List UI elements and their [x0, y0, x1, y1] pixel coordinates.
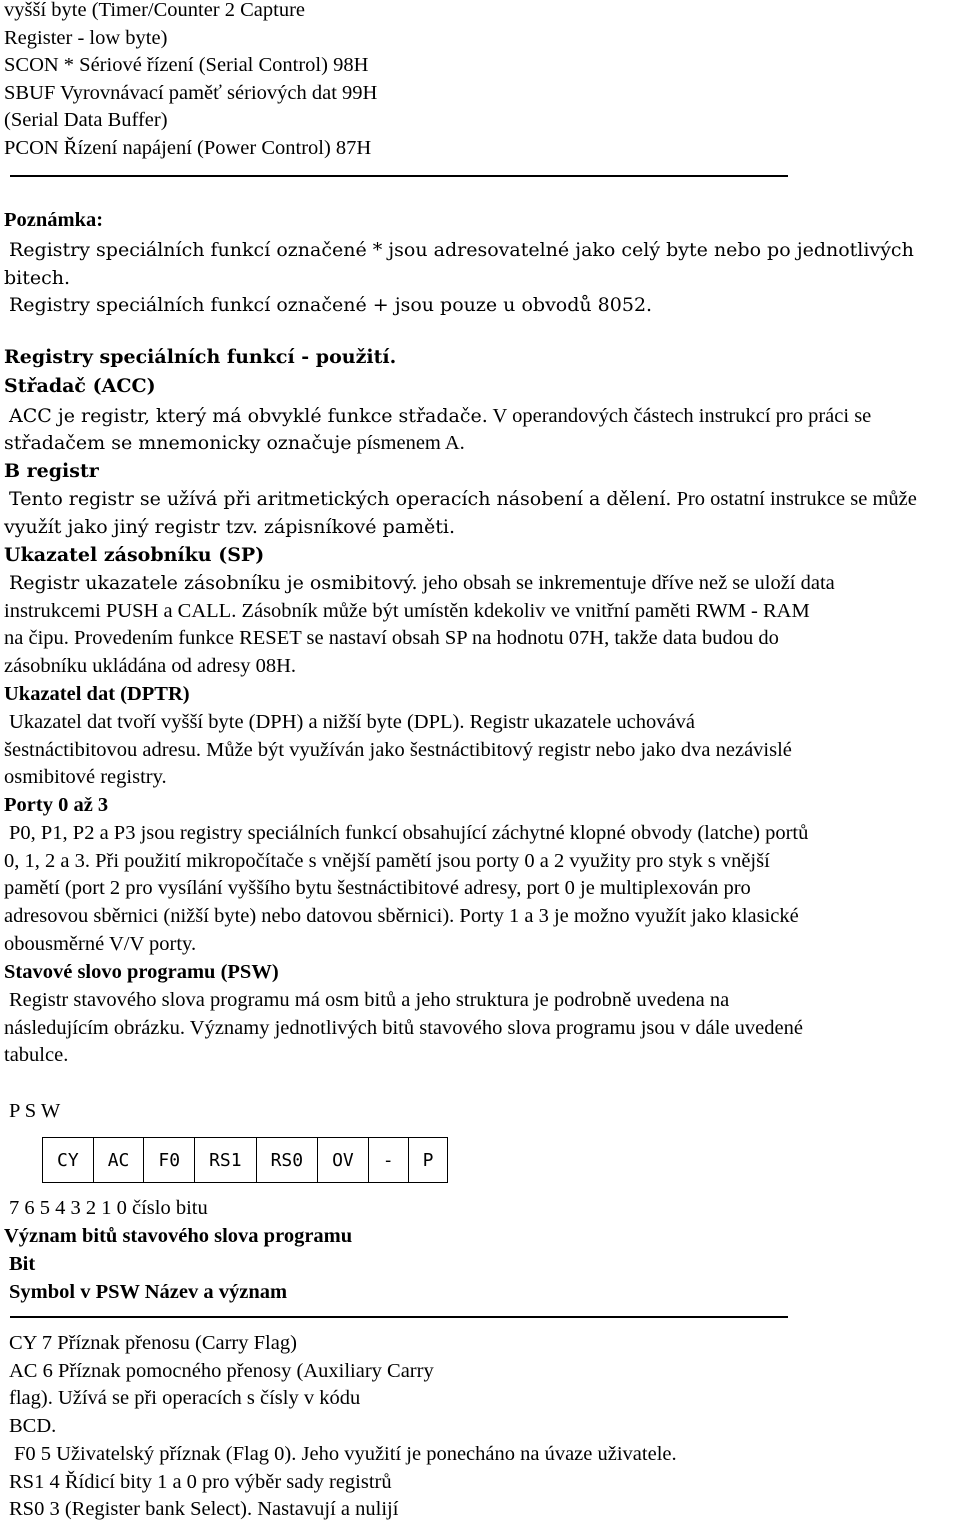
table-row: RS0 3 (Register bank Select). Nastavují a nulijí — [9, 1498, 399, 1520]
text-line: tabulce. — [4, 1044, 69, 1066]
horizontal-rule — [10, 1316, 788, 1318]
text-line: bitech. — [4, 267, 71, 289]
text-line: následujícím obrázku. Významy jednotlivých bitů stavového slova programu jsou v dále uvedené — [4, 1017, 803, 1039]
bit-numbers-line: 7 6 5 4 3 2 1 0 číslo bitu — [9, 1197, 208, 1219]
text-line: P0, P1, P2 a P3 jsou registry speciálních funkcí obsahující záchytné klopné obvody (latche) portů — [9, 822, 809, 844]
text-line: pamětí (port 2 pro vysílání vyššího bytu šestnáctibitové adresy, port 0 je multiplexován pro — [4, 877, 751, 899]
acc-heading: Střadač (ACC) — [4, 375, 156, 397]
note-heading: Poznámka: — [4, 209, 104, 231]
text-line: 0, 1, 2 a 3. Při použití mikropočítače s vnější pamětí jsou porty 0 a 2 využity pro styk s vnější — [4, 850, 770, 872]
table-row: CY 7 Příznak přenosu (Carry Flag) — [9, 1332, 297, 1354]
column-header-symbol: Symbol v PSW Název a význam — [9, 1281, 288, 1303]
psw-bit-cell: - — [368, 1138, 408, 1183]
text-line: osmibitové registry. — [4, 766, 167, 788]
psw-heading: Stavové slovo programu (PSW) — [4, 961, 279, 983]
horizontal-rule — [10, 175, 788, 177]
text-line: na čipu. Provedením funkce RESET se nastaví obsah SP na hodnotu 07H, takže data budou do — [4, 627, 779, 649]
dptr-heading: Ukazatel dat (DPTR) — [4, 683, 190, 705]
table-row: AC 6 Příznak pomocného přenosy (Auxiliary Carry — [9, 1360, 434, 1382]
psw-bit-cell: RS1 — [195, 1138, 257, 1183]
text-line: Ukazatel dat tvoří vyšší byte (DPH) a nižší byte (DPL). Registr ukazatele uchovává — [9, 711, 695, 733]
table-row: RS1 4 Řídicí bity 1 a 0 pro výběr sady registrů — [9, 1471, 392, 1493]
text-line: instrukcemi PUSH a CALL. Zásobník může být umístěn kdekoliv ve vnitřní paměti RWM - RAM — [4, 600, 810, 622]
psw-bit-cell: P — [408, 1138, 448, 1183]
text-line: střadačem se mnemonicky označuje písmenem A. — [4, 432, 465, 454]
b-register-heading: B registr — [4, 460, 99, 482]
psw-label: P S W — [9, 1100, 61, 1122]
psw-bit-cell: CY — [43, 1138, 94, 1183]
text-line: zásobníku ukládána od adresy 08H. — [4, 655, 297, 677]
text-line: obousměrné V/V porty. — [4, 933, 197, 955]
section-heading: Registry speciálních funkcí - použití. — [4, 346, 397, 368]
text-line: využít jako jiný registr tzv. zápisníkové paměti. — [4, 516, 456, 538]
text-line: ACC je registr, který má obvyklé funkce střadače. V operandových částech instrukcí pro práci se — [9, 405, 872, 427]
psw-bit-table — [42, 1137, 448, 1183]
table-row: flag). Užívá se při operacích s čísly v kódu — [9, 1387, 361, 1409]
text-line: šestnáctibitovou adresu. Může být využíván jako šestnáctibitový registr nebo jako dva nezávislé — [4, 739, 792, 761]
text-line: Tento registr se užívá při aritmetických operacích násobení a dělení. Pro ostatní instrukce se může — [9, 488, 917, 510]
psw-bit-cell: RS0 — [256, 1138, 318, 1183]
text-line: Register - low byte) — [4, 27, 168, 49]
text-line: adresovou sběrnici (nižší byte) nebo datovou sběrnici). Porty 1 a 3 je možno využít jako klasické — [4, 905, 799, 927]
psw-bit-cell: F0 — [144, 1138, 195, 1183]
psw-bit-cell: AC — [93, 1138, 144, 1183]
column-header-bit: Bit — [9, 1253, 36, 1275]
text-line: SCON * Sériové řízení (Serial Control) 98H — [4, 54, 369, 76]
table-row: F0 5 Uživatelský příznak (Flag 0). Jeho využití je ponecháno na úvaze uživatele. — [14, 1443, 677, 1465]
table-row: BCD. — [9, 1415, 57, 1437]
psw-bit-cell: OV — [318, 1138, 369, 1183]
text-line: Registry speciálních funkcí označené * jsou adresovatelné jako celý byte nebo po jednotlivých — [9, 239, 914, 261]
text-line: PCON Řízení napájení (Power Control) 87H — [4, 137, 372, 159]
text-line: Registr ukazatele zásobníku je osmibitový. jeho obsah se inkrementuje dříve než se uloží data — [9, 572, 835, 594]
meaning-heading: Význam bitů stavového slova programu — [4, 1225, 353, 1247]
ports-heading: Porty 0 až 3 — [4, 794, 109, 816]
sp-heading: Ukazatel zásobníku (SP) — [4, 544, 265, 566]
text-line: Registry speciálních funkcí označené + jsou pouze u obvodů 8052. — [9, 294, 653, 316]
text-line: SBUF Vyrovnávací paměť sériových dat 99H — [4, 82, 378, 104]
text-line: vyšší byte (Timer/Counter 2 Capture — [4, 0, 306, 21]
table-row — [43, 1138, 448, 1183]
text-line: (Serial Data Buffer) — [4, 109, 168, 131]
text-line: Registr stavového slova programu má osm bitů a jeho struktura je podrobně uvedena na — [9, 989, 730, 1011]
